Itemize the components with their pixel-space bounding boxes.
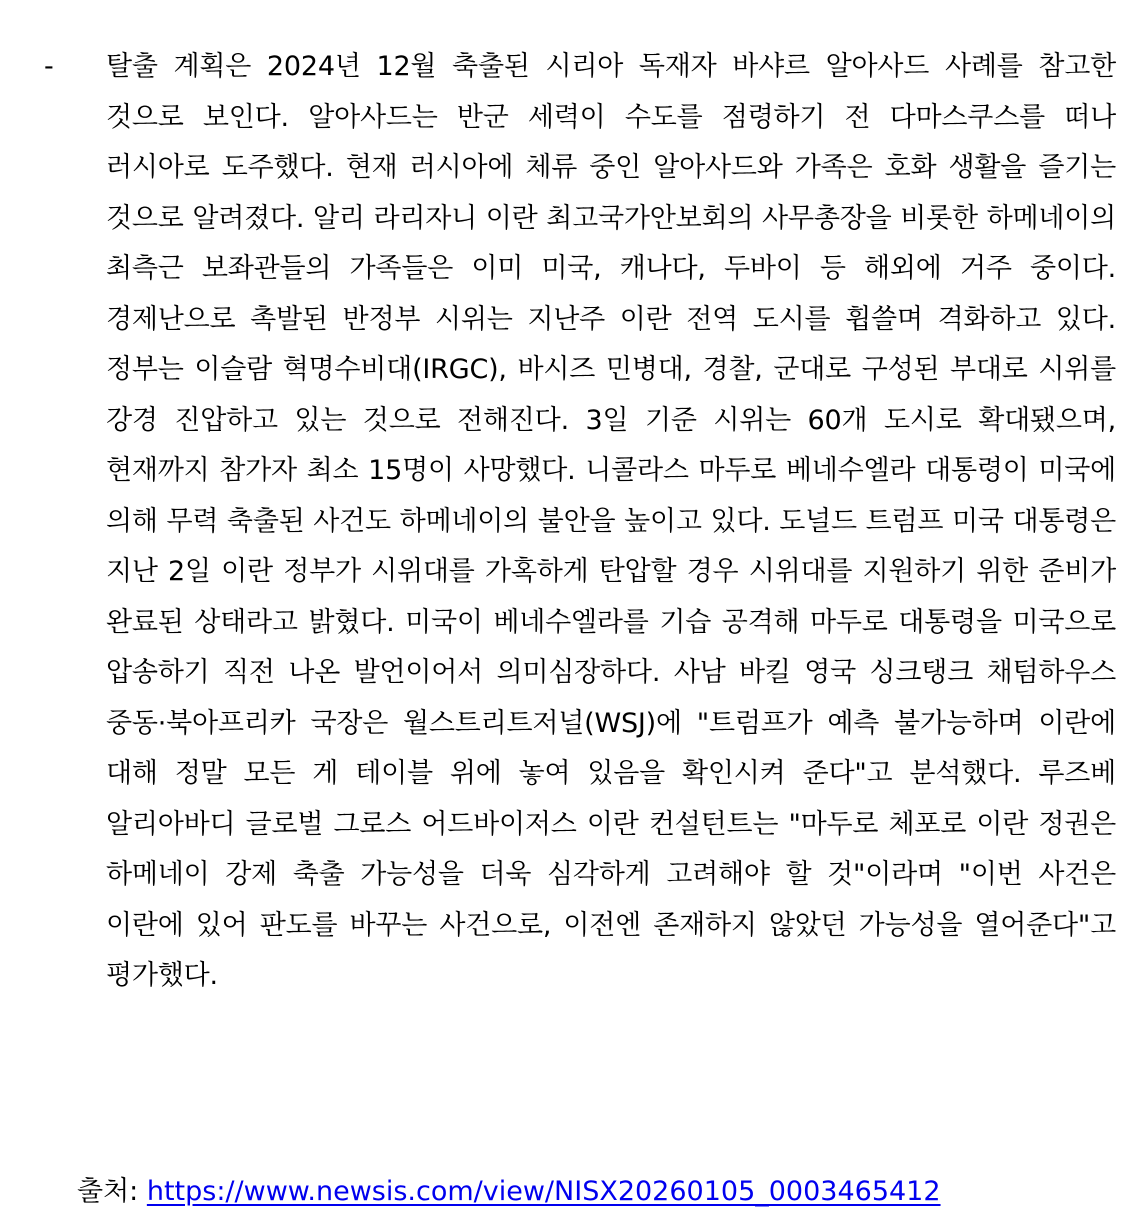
source-line bbox=[77, 1170, 941, 1214]
bullet-paragraph: 탈출 계획은 2024년 12월 축출된 시리아 독재자 바샤르 알아사드 사례를 참고한 것으로 보인다. 알아사드는 반군 세력이 수도를 점령하기 전 다마스쿠스를 떠나 러시아로 도주했다. 현재 러시아에 체류 중인 알아사드와 가족은 호화 생활을 즐기는 것으로 알려졌다. 알리 라리자니 이란 최고국가안보회의 사무총장을 비롯한 하메네이의 최측근 보좌관들의 가족들은 이미 미국, 캐나다, 두바이 등 해외에 거주 중이다. 경제난으로 촉발된 반정부 시위는 지난주 이란 전역 도시를 휩쓸며 격화하고 있다. 정부는 이슬람 혁명수비대(IRGC), 바시즈 민병대, 경찰, 군대로 구성된 부대로 시위를 강경 진압하고 있는 것으로 전해진다. 3일 기준 시위는 60개 도시로 확대됐으며, 현재까지 참가자 최소 15명이 사망했다. 니콜라스 마두로 베네수엘라 대통령이 미국에 의해 무력 축출된 사건도 하메네이의 불안을 높이고 있다. 도널드 트럼프 미국 대통령은 지난 2일 이란 정부가 시위대를 가혹하게 탄압할 경우 시위대를 지원하기 위한 준비가 완료된 상태라고 밝혔다. 미국이 베네수엘라를 기습 공격해 마두로 대통령을 미국으로 압송하기 직전 나온 발언이어서 의미심장하다. 사남 바킬 영국 싱크탱크 채텀하우스 중동·북아프리카 국장은 월스트리트저널(WSJ)에 "트럼프가 예측 불가능하며 이란에 대해 정말 모든 게 테이블 위에 놓여 있음을 확인시켜 준다"고 분석했다. 루즈베 알리아바디 글로벌 그로스 어드바이저스 이란 컨설턴트는 "마두로 체포로 이란 정권은 하메네이 강제 축출 가능성을 더욱 심각하게 고려해야 할 것"이라며 "이번 사건은 이란에 있어 판도를 바꾸는 사건으로, 이전엔 존재하지 않았던 가능성을 열어준다"고 평가했다. bbox=[106, 51, 1116, 991]
source-link[interactable]: https://www.newsis.com/view/NISX20260105_0003465412 bbox=[146, 1176, 941, 1207]
source-label: 출처: bbox=[77, 1176, 147, 1207]
bullet-marker: - bbox=[44, 51, 54, 82]
